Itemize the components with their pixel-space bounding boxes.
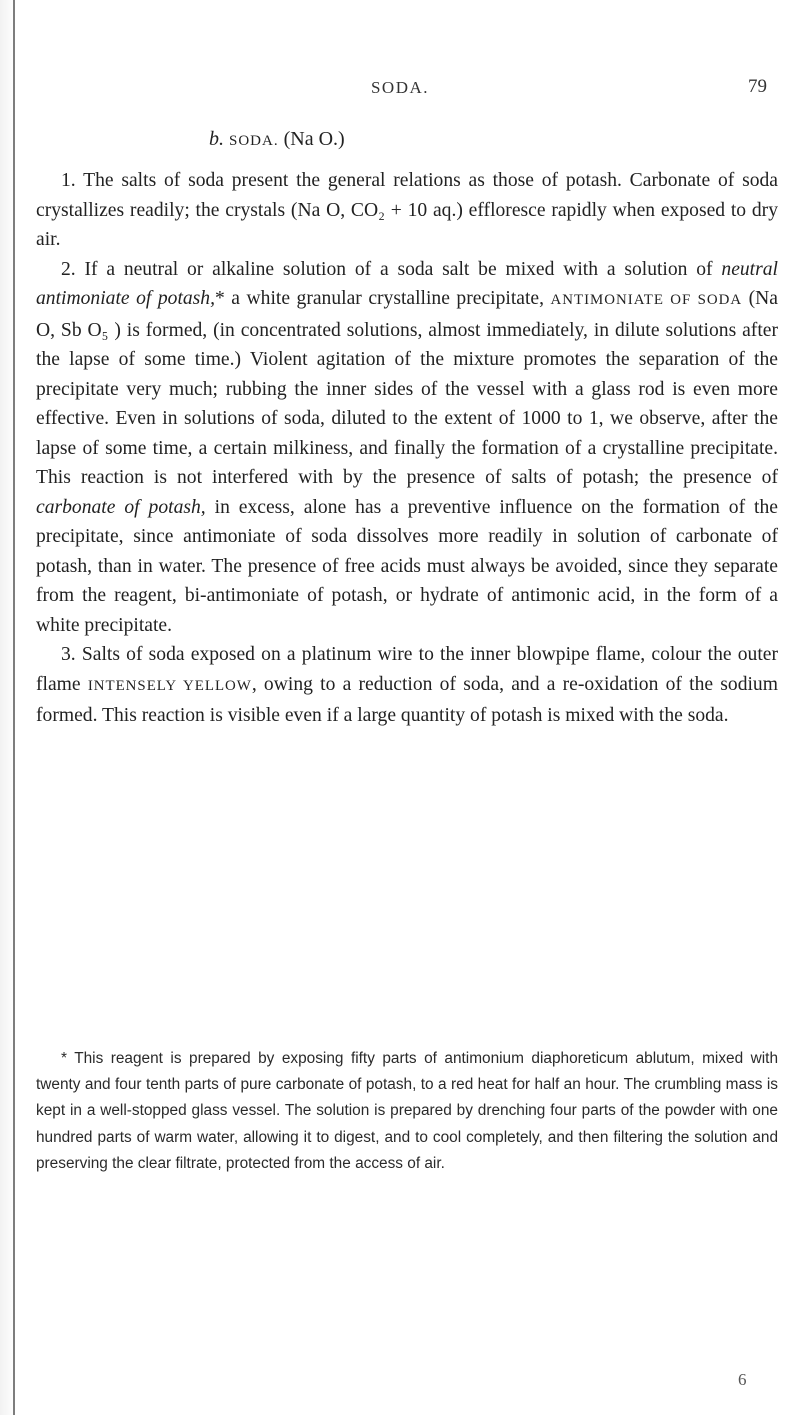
footnote: * This reagent is prepared by exposing fifty parts of antimonium diaphoreticum ablutum, mixed with twenty and four tenth parts of pure carbonate of potash, to a red heat for half an hour. The crumbling mass is kept in a well-stopped glass vessel. The solution is prepared by drenching four parts of the powder with one hundred parts of warm water, allowing it to digest, and to cool completely, and then filtering the solution and preserving the clear filtrate, protected from the access of air.	[36, 1050, 778, 1172]
running-head: SODA.	[370, 78, 430, 97]
paragraph-3	[36, 640, 778, 731]
paragraph-2-part-3: (Na O, Sb O₅ ) is formed, (in concentrated solutions, almost immediately, in dilute solutions after the lapse of some time.) Violent agitation of the mixture promotes the separation of the precipitate very much; rubbing the inner sides of the vessel with a glass rod is even more effective. Even in solutions of soda, diluted to the extent of 1000 to 1, we observe, after the lapse of some time, a certain milkiness, and finally the formation of a crystalline precipitate. This reaction is not interfered with by the presence of salts of potash; the presence of	[36, 288, 778, 488]
paragraph-3-part-2: , owing to a reduction of soda, and a re-oxidation of the sodium formed. This reaction is visible even if a large quantity of potash is mixed with the soda.	[36, 673, 778, 726]
section-formula: (Na O.)	[283, 128, 345, 150]
paragraph-2-part-2: * a white granular crystalline precipitate,	[215, 288, 551, 309]
paragraph-2-part-1: 2. If a neutral or alkaline solution of a soda salt be mixed with a solution of	[61, 258, 722, 280]
section-letter: b.	[209, 128, 224, 150]
carbonate-term: carbonate of potash,	[36, 496, 206, 518]
body-text	[36, 166, 778, 731]
paragraph-2	[36, 255, 778, 641]
flame-color-emphasis: INTENSELY YELLOW	[87, 677, 252, 694]
paragraph-2-part-4: in excess, alone has a preventive influence on the formation of the precipitate, since antimoniate of soda dissolves more readily in solution of carbonate of potash, than in water. The presence of free acids must always be avoided, since they separate from the reagent, bi-antimoniate of potash, or hydrate of antimonic acid, in the form of a white precipitate.	[36, 496, 778, 636]
product-name: ANTIMONIATE OF SODA	[550, 292, 743, 308]
section-name: SODA.	[229, 133, 279, 149]
paragraph-3-part-1: 3. Salts of soda exposed on a platinum wire to the inner blowpipe flame, colour the outer flame	[36, 644, 778, 695]
reagent-name: neutral antimoniate of potash,	[36, 258, 778, 309]
paragraph-1: 1. The salts of soda present the general relations as those of potash. Carbonate of soda crystallizes readily; the crystals (Na O, CO₂ + 10 aq.) effloresce rapidly when exposed to dry air.	[36, 170, 778, 250]
section-heading	[209, 128, 345, 151]
page-number: 79	[748, 76, 767, 97]
signature-mark: 6	[738, 1370, 747, 1389]
